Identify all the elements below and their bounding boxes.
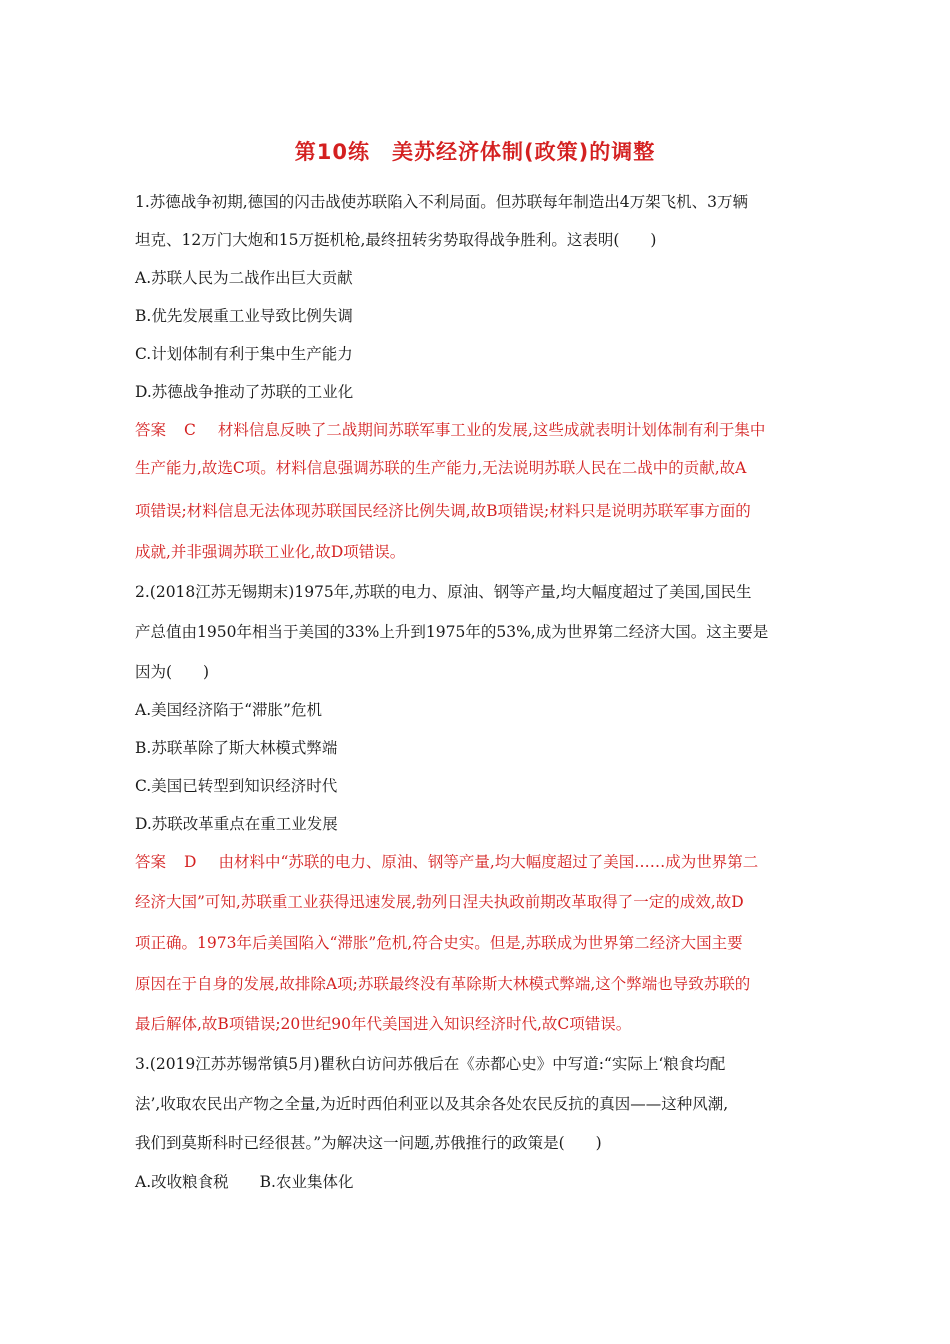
explanation-line: 项正确。1973年后美国陷入“滞胀”危机,符合史实。但是,苏联成为世界第二经济大国主要 bbox=[135, 934, 743, 952]
question-stem-line: 1.苏德战争初期,德国的闪击战使苏联陷入不利局面。但苏联每年制造出4万架飞机、3万辆 bbox=[135, 193, 748, 211]
option-c: C.美国已转型到知识经济时代 bbox=[135, 777, 338, 795]
option-d: D.苏联改革重点在重工业发展 bbox=[135, 815, 338, 833]
question-stem-line: 坦克、12万门大炮和15万挺机枪,最终扭转劣势取得战争胜利。这表明( ) bbox=[135, 231, 657, 249]
page-title: 第10练 美苏经济体制(政策)的调整 bbox=[294, 140, 656, 164]
answer-key: D bbox=[184, 853, 197, 871]
answer-line bbox=[135, 420, 825, 440]
option-d: D.苏德战争推动了苏联的工业化 bbox=[135, 383, 354, 401]
question-stem-line: 2.(2018江苏无锡期末)1975年,苏联的电力、原油、钢等产量,均大幅度超过了美国,国民生 bbox=[135, 583, 752, 601]
explanation-line: 经济大国”可知,苏联重工业获得迅速发展,勃列日涅夫执政前期改革取得了一定的成效,故D bbox=[135, 893, 744, 911]
option-b: B.优先发展重工业导致比例失调 bbox=[135, 307, 353, 325]
option-b: B.苏联革除了斯大林模式弊端 bbox=[135, 739, 338, 757]
question-stem-line: 我们到莫斯科时已经很甚。”为解决这一问题,苏俄推行的政策是( ) bbox=[135, 1134, 602, 1152]
answer-line bbox=[135, 852, 825, 872]
answer-label: 答案 bbox=[135, 421, 167, 439]
answer-label: 答案 bbox=[135, 853, 167, 871]
question-stem-line: 因为( ) bbox=[135, 663, 210, 681]
answer-key: C bbox=[184, 421, 196, 439]
question-stem-line: 3.(2019江苏苏锡常镇5月)瞿秋白访问苏俄后在《赤都心史》中写道:“实际上‘粮食均配 bbox=[135, 1055, 726, 1073]
explanation-line: 生产能力,故选C项。材料信息强调苏联的生产能力,无法说明苏联人民在二战中的贡献,故A bbox=[135, 459, 747, 477]
explanation-line: 成就,并非强调苏联工业化,故D项错误。 bbox=[135, 543, 406, 561]
explanation-text: 材料信息反映了二战期间苏联军事工业的发展,这些成就表明计划体制有利于集中 bbox=[217, 421, 766, 439]
question-stem-line: 产总值由1950年相当于美国的33%上升到1975年的53%,成为世界第二经济大国。这主要是 bbox=[135, 623, 769, 641]
question-stem-line: 法’,收取农民出产物之全量,为近时西伯利亚以及其余各处农民反抗的真因——这种风潮, bbox=[135, 1095, 729, 1113]
explanation-line: 原因在于自身的发展,故排除A项;苏联最终没有革除斯大林模式弊端,这个弊端也导致苏联的 bbox=[135, 975, 751, 993]
option-c: C.计划体制有利于集中生产能力 bbox=[135, 345, 353, 363]
explanation-text: 由材料中“苏联的电力、原油、钢等产量,均大幅度超过了美国……成为世界第二 bbox=[218, 853, 759, 871]
option-a: A.美国经济陷于“滞胀”危机 bbox=[135, 701, 322, 719]
options-line: A.改收粮食税 B.农业集体化 bbox=[135, 1173, 354, 1191]
explanation-line: 最后解体,故B项错误;20世纪90年代美国进入知识经济时代,故C项错误。 bbox=[135, 1015, 632, 1033]
option-a: A.苏联人民为二战作出巨大贡献 bbox=[135, 269, 353, 287]
explanation-line: 项错误;材料信息无法体现苏联国民经济比例失调,故B项错误;材料只是说明苏联军事方面的 bbox=[135, 502, 751, 520]
